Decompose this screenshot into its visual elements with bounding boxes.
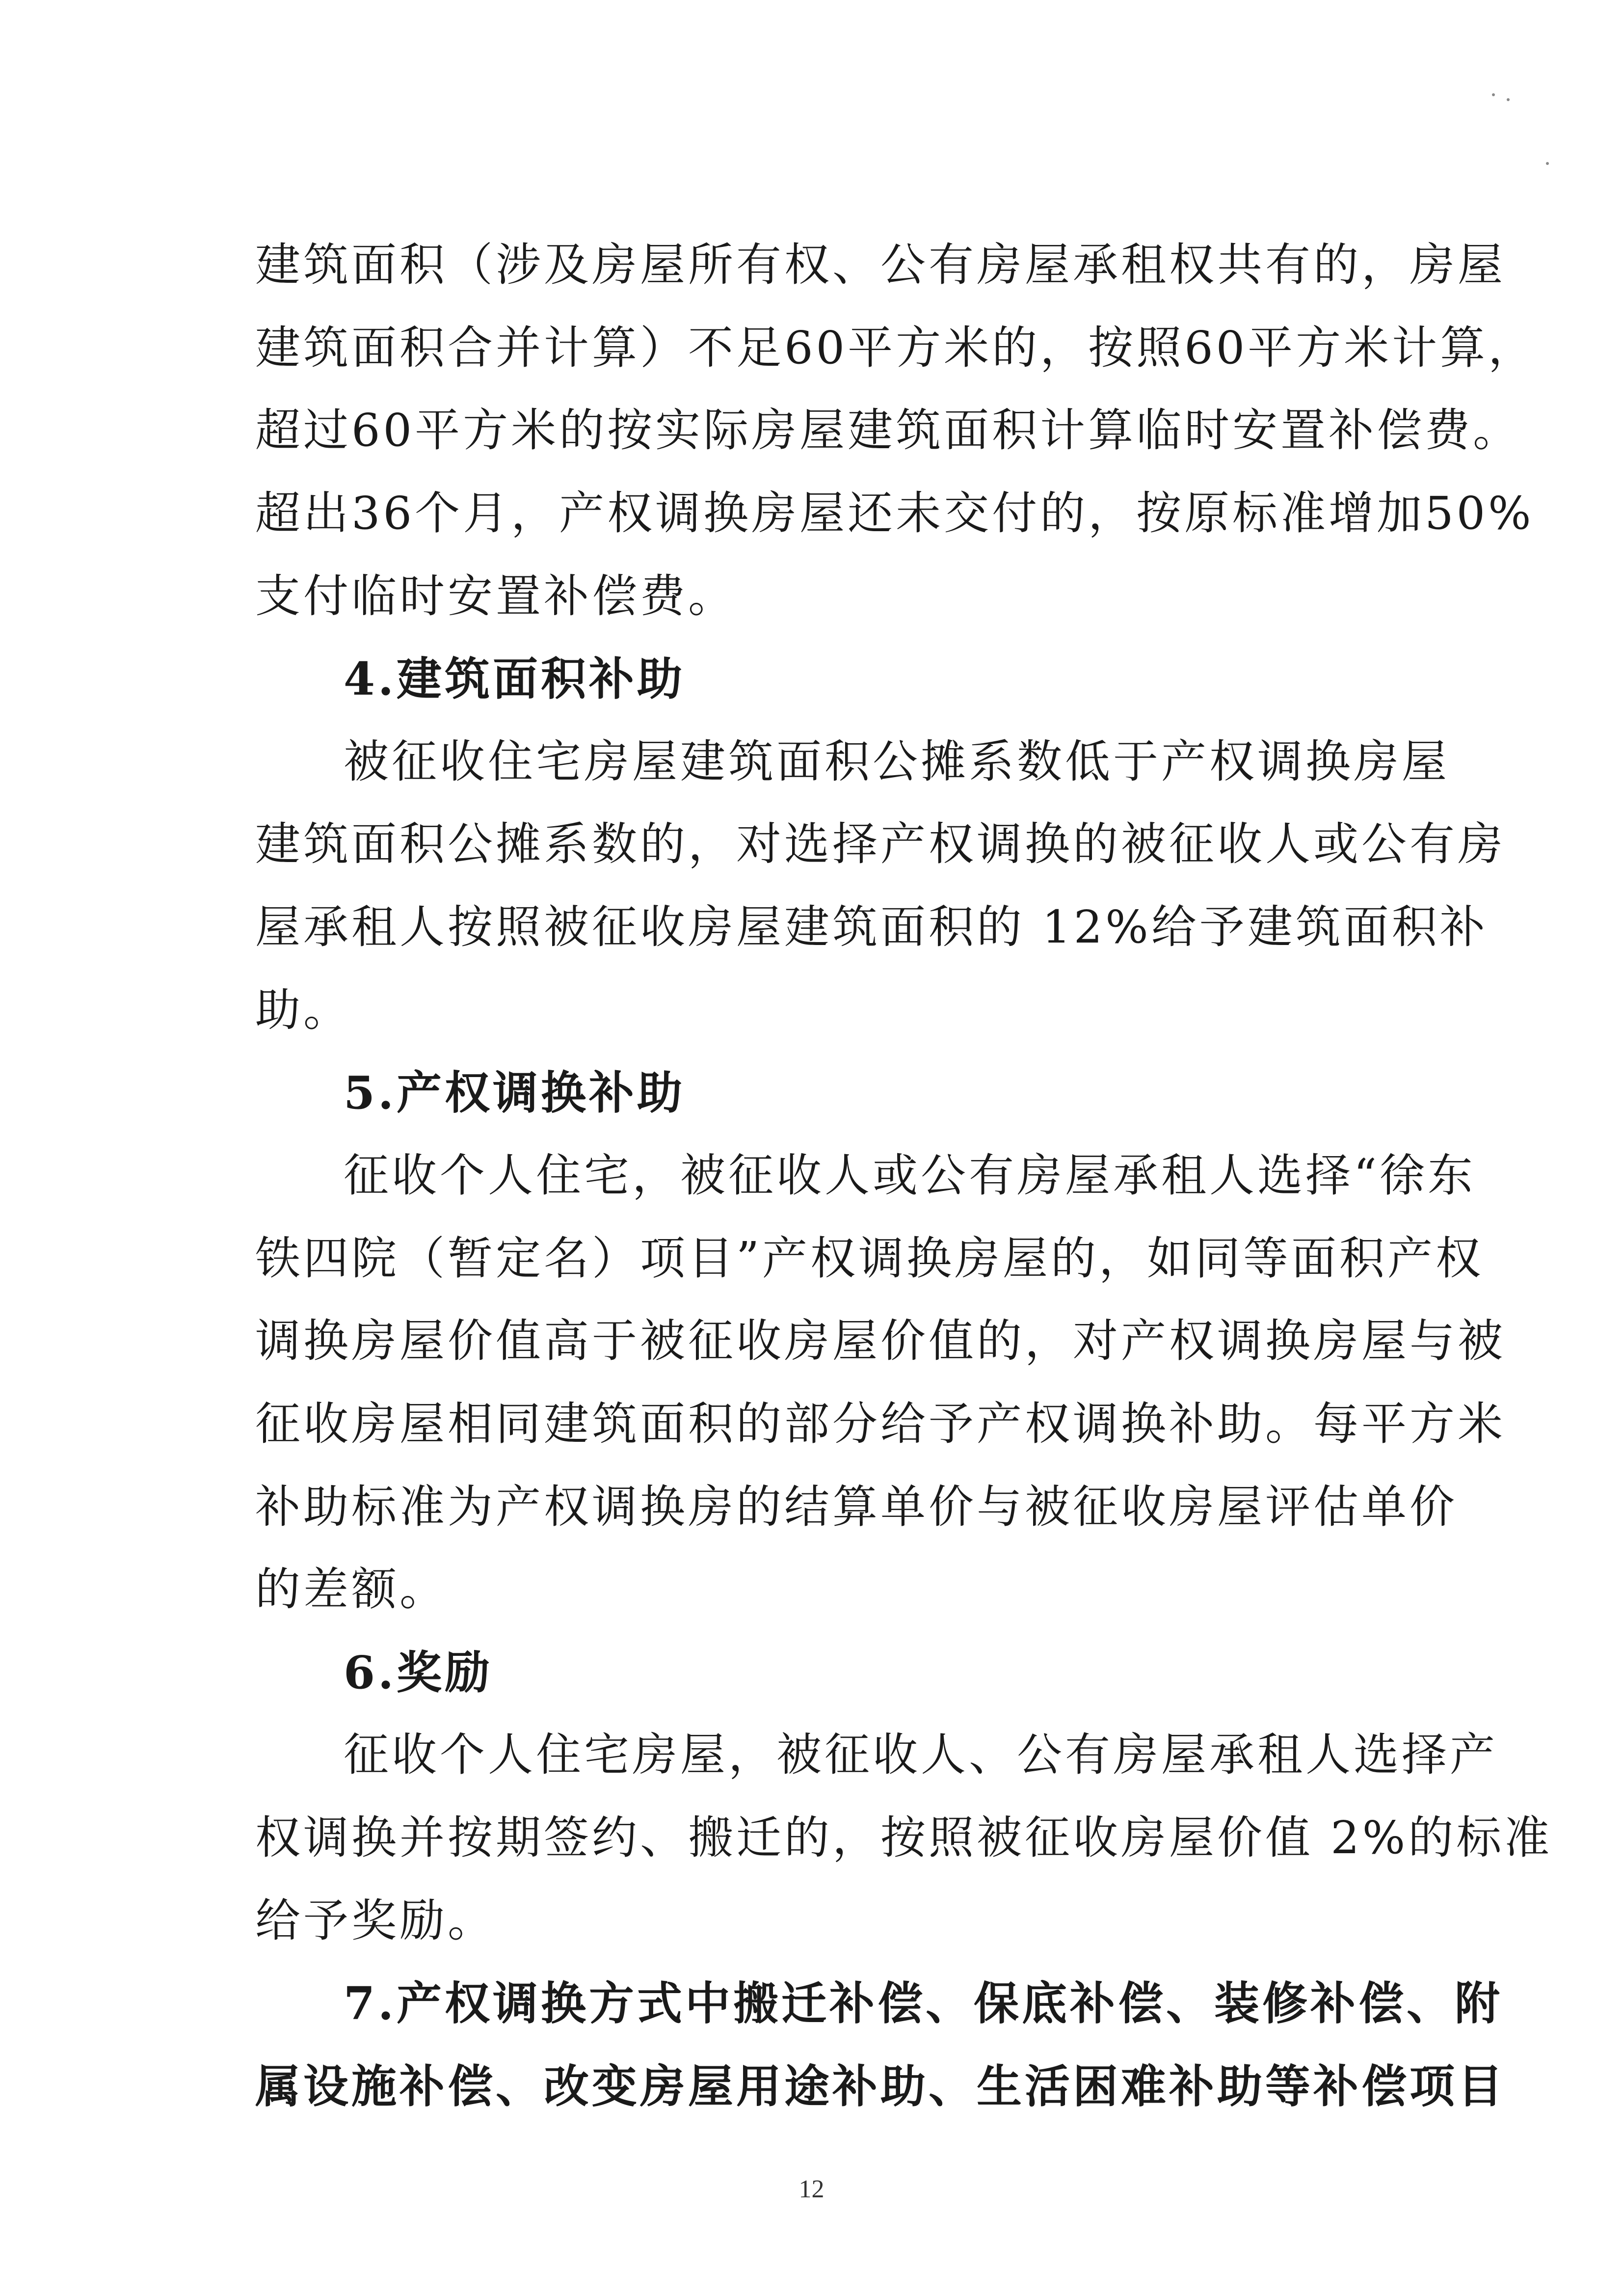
body-text-line: 超出36个月，产权调换房屋还未交付的，按原标准增加50% [255, 487, 1534, 540]
body-text-line: 建筑面积公摊系数的，对选择产权调换的被征收人或公有房 [255, 818, 1506, 870]
page-number: 12 [798, 2175, 825, 2203]
section-heading: 属设施补偿、改变房屋用途补助、生活困难补助等补偿项目 [255, 2060, 1506, 2113]
body-text-line: 征收个人住宅房屋，被征收人、公有房屋承租人选择产 [344, 1729, 1498, 1781]
body-text-line: 征收房屋相同建筑面积的部分给予产权调换补助。每平方米 [255, 1398, 1506, 1450]
body-text-line: 建筑面积（涉及房屋所有权、公有房屋承租权共有的，房屋 [255, 239, 1506, 291]
body-text-line: 被征收住宅房屋建筑面积公摊系数低于产权调换房屋 [344, 735, 1450, 788]
body-text-line: 铁四院（暂定名）项目”产权调换房屋的，如同等面积产权 [255, 1232, 1484, 1285]
body-text-line: 权调换并按期签约、搬迁的，按照被征收房屋价值 2%的标准 [255, 1811, 1553, 1864]
body-text-line: 超过60平方米的按实际房屋建筑面积计算临时安置补偿费。 [255, 404, 1521, 457]
body-text-line: 屋承租人按照被征收房屋建筑面积的 12%给予建筑面积补 [255, 901, 1488, 953]
body-text-line: 征收个人住宅，被征收人或公有房屋承租人选择“徐东 [344, 1149, 1476, 1202]
body-text-line: 补助标准为产权调换房的结算单价与被征收房屋评估单价 [255, 1481, 1458, 1533]
body-text-line: 调换房屋价值高于被征收房屋价值的，对产权调换房屋与被 [255, 1315, 1506, 1367]
section-heading: 7.产权调换方式中搬迁补偿、保底补偿、装修补偿、附 [344, 1977, 1503, 2030]
body-text-line: 建筑面积合并计算）不足60平方米的，按照60平方米计算， [255, 322, 1537, 374]
section-heading: 6.奖励 [344, 1646, 493, 1699]
scan-speck [1492, 93, 1495, 96]
body-text-line: 给予奖励。 [255, 1894, 496, 1947]
body-text-line: 的差额。 [255, 1563, 448, 1616]
section-heading: 5.产权调换补助 [344, 1066, 686, 1119]
body-text-line: 支付临时安置补偿费。 [255, 570, 737, 622]
section-heading: 4.建筑面积补助 [344, 652, 686, 705]
body-text-line: 助。 [255, 984, 352, 1036]
scan-speck [1546, 162, 1549, 165]
scan-speck [1507, 98, 1510, 101]
